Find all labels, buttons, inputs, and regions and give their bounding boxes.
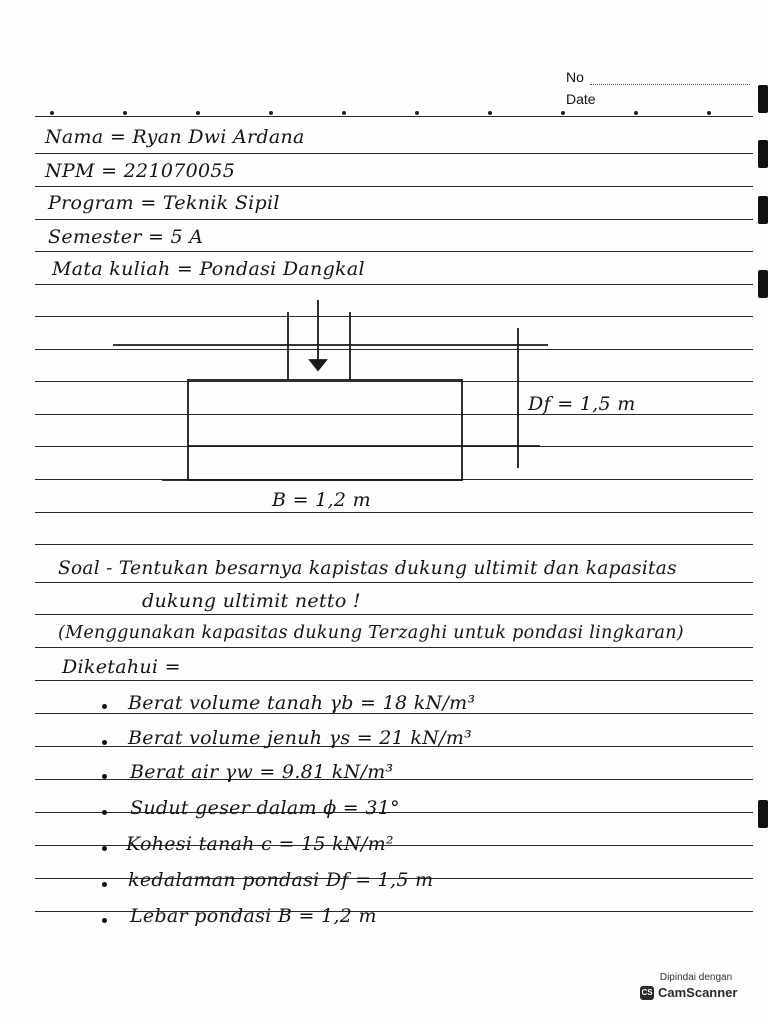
given-friction-angle: Sudut geser dalam ϕ = 31° (130, 797, 400, 819)
b-width-label: B = 1,2 m (272, 489, 371, 511)
no-label: No (566, 69, 584, 85)
list-bullet (102, 810, 107, 815)
given-foundation-width: Lebar pondasi B = 1,2 m (130, 905, 377, 927)
student-name: Nama = Ryan Dwi Ardana (45, 126, 305, 148)
list-bullet (102, 846, 107, 851)
camscanner-logo-icon: CS (640, 986, 654, 1000)
soal-line-1: Soal - Tentukan besarnya kapistas dukung ultimit dan kapasitas (58, 558, 677, 579)
list-bullet (102, 918, 107, 923)
load-arrow-head (310, 360, 326, 370)
given-bulk-unit-weight: Berat volume tanah γb = 18 kN/m³ (128, 692, 476, 714)
watermark-caption: Dipindai dengan (659, 972, 733, 983)
given-foundation-depth: kedalaman pondasi Df = 1,5 m (128, 869, 434, 891)
student-npm: NPM = 221070055 (45, 160, 236, 182)
list-bullet (102, 774, 107, 779)
watermark-brand: CamScanner (658, 985, 738, 1000)
soal-line-2: dukung ultimit netto ! (142, 590, 361, 612)
course-name: Mata kuliah = Pondasi Dangkal (52, 258, 365, 280)
df-label: Df = 1,5 m (528, 393, 636, 415)
semester: Semester = 5 A (48, 226, 204, 248)
camscanner-watermark (640, 972, 752, 1000)
diketahui-label: Diketahui = (62, 656, 181, 678)
given-cohesion: Kohesi tanah c = 15 kN/m² (126, 833, 394, 855)
footing-outline (188, 380, 462, 480)
date-label: Date (566, 91, 596, 107)
study-program: Program = Teknik Sipil (48, 192, 280, 214)
list-bullet (102, 740, 107, 745)
method-note: (Menggunakan kapasitas dukung Terzaghi untuk pondasi lingkaran) (58, 623, 684, 643)
given-water-unit-weight: Berat air γw = 9.81 kN/m³ (130, 761, 394, 783)
given-saturated-unit-weight: Berat volume jenuh γs = 21 kN/m³ (128, 727, 473, 749)
list-bullet (102, 882, 107, 887)
list-bullet (102, 704, 107, 709)
